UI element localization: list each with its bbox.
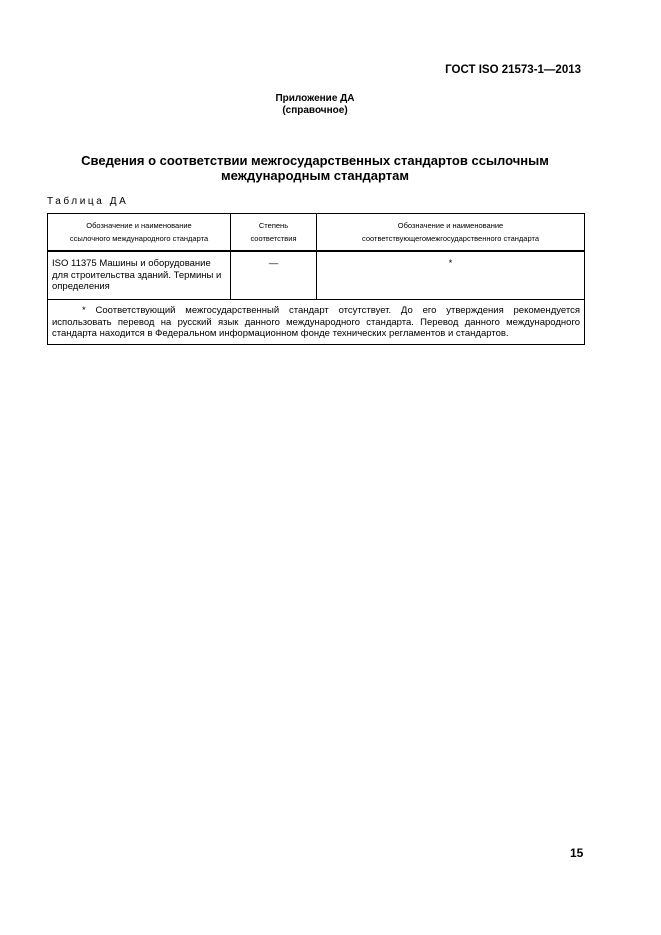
document-designation: ГОСТ ISO 21573-1—2013 [445,64,581,76]
column-header-degree: Степень соответствия [231,214,317,252]
footnote-text: * Соответствующий межгосударственный стандарт отсутствует. До его утверждения рекомендуется использовать перевод на русский язык данного международного стандарта. Перевод данного международного стандарта находится в Федеральном информационном фонде технических регламентов и стандартов. [52,305,580,339]
standards-correspondence-table [47,213,585,345]
section-title-line1: Сведения о соответствии межгосударственных стандартов ссылочным [81,153,549,168]
table-header-row [48,214,585,252]
appendix-heading [0,93,630,117]
section-title [40,153,590,183]
column-header-national: Обозначение и наименование соответствующегомежгосударственного стандарта [317,214,585,252]
section-title-line2: международным стандартам [221,168,409,183]
table-caption: Таблица ДА [47,196,129,207]
cell-reference-standard: ISO 11375 Машины и оборудование для строительства зданий. Термины и определения [48,251,231,300]
cell-national-standard: * [317,251,585,300]
page-number: 15 [570,846,584,860]
table-footnote [48,300,585,345]
table-footnote-row [48,300,585,345]
table-row [48,251,585,300]
appendix-title: Приложение ДА [275,93,355,104]
column-header-reference: Обозначение и наименование ссылочного международного стандарта [48,214,231,252]
appendix-type: (справочное) [282,105,348,116]
cell-degree: — [231,251,317,300]
